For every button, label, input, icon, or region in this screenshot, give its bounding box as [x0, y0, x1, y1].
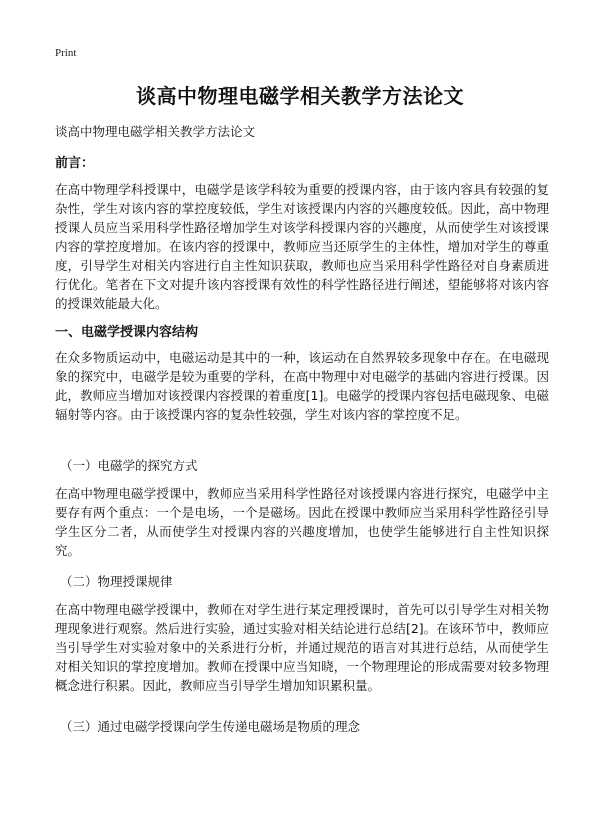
document-subtitle: 谈高中物理电磁学相关教学方法论文: [55, 124, 256, 139]
section-1-heading: 一、电磁学授课内容结构: [55, 325, 199, 340]
preface-paragraph: 在高中物理学科授课中，电磁学是该学科较为重要的授课内容，由于该内容具有较强的复杂性，学生对该内容的掌控度较低，学生对该授课内内容的兴趣度较低。因此，高中物理授课人员应当采用科学性路径增加学生对该学科授课内容的兴趣度，从而使学生对该授课内容的掌控度增加。在该内容的授课中，教师应当还原学生的主体性，增加对学生的尊重度，引导学生对相关内容进行自主性知识获取，教师也应当采用科学性路径对自身素质进行优化。笔者在下文对提升该内容授课有效性的科学性路径进行阐述，望能够将对该内容的授课效能最大化。: [55, 182, 549, 311]
subsection-1-heading: （一）电磁学的探究方式: [60, 458, 198, 473]
subsection-1-paragraph: 在高中物理电磁学授课中，教师应当采用科学性路径对该授课内容进行探究，电磁学中主要存有两个重点：一个是电场，一个是磁场。因此在授课中教师应当采用科学性路径引导学生区分二者，从而使学生对授课内容的兴趣度增加，也使学生能够进行自主性知识探究。: [55, 486, 549, 558]
page-title: 谈高中物理电磁学相关教学方法论文: [136, 84, 464, 108]
section-1-paragraph: 在众多物质运动中，电磁运动是其中的一种，该运动在自然界较多现象中存在。在电磁现象的探究中，电磁学是较为重要的学科，在高中物理中对电磁学的基础内容进行授课。因此，教师应当增加对该授课内容授课的着重度[1]。电磁学的授课内容包括电磁现象、电磁辐射等内容。由于该授课内容的复杂性较强，学生对该内容的掌控度不足。: [55, 350, 549, 422]
subsection-3-heading: （三）通过电磁学授课向学生传递电磁场是物质的理念: [60, 719, 361, 734]
preface-heading: 前言：: [55, 156, 95, 171]
print-label: Print: [55, 47, 77, 59]
subsection-2-heading: （二）物理授课规律: [60, 574, 173, 589]
subsection-2-paragraph: 在高中物理电磁学授课中，教师在对学生进行某定理授课时，首先可以引导学生对相关物理现象进行观察。然后进行实验，通过实验对相关结论进行总结[2]。在该环节中，教师应当引导学生对实验对象中的关系进行分析，并通过规范的语言对其进行总结，从而使学生对相关知识的掌控度增加。教师在授课中应当知晓，一个物理理论的形成需要对较多物理概念进行积累。因此，教师应当引导学生增加知识累积量。: [55, 602, 549, 693]
